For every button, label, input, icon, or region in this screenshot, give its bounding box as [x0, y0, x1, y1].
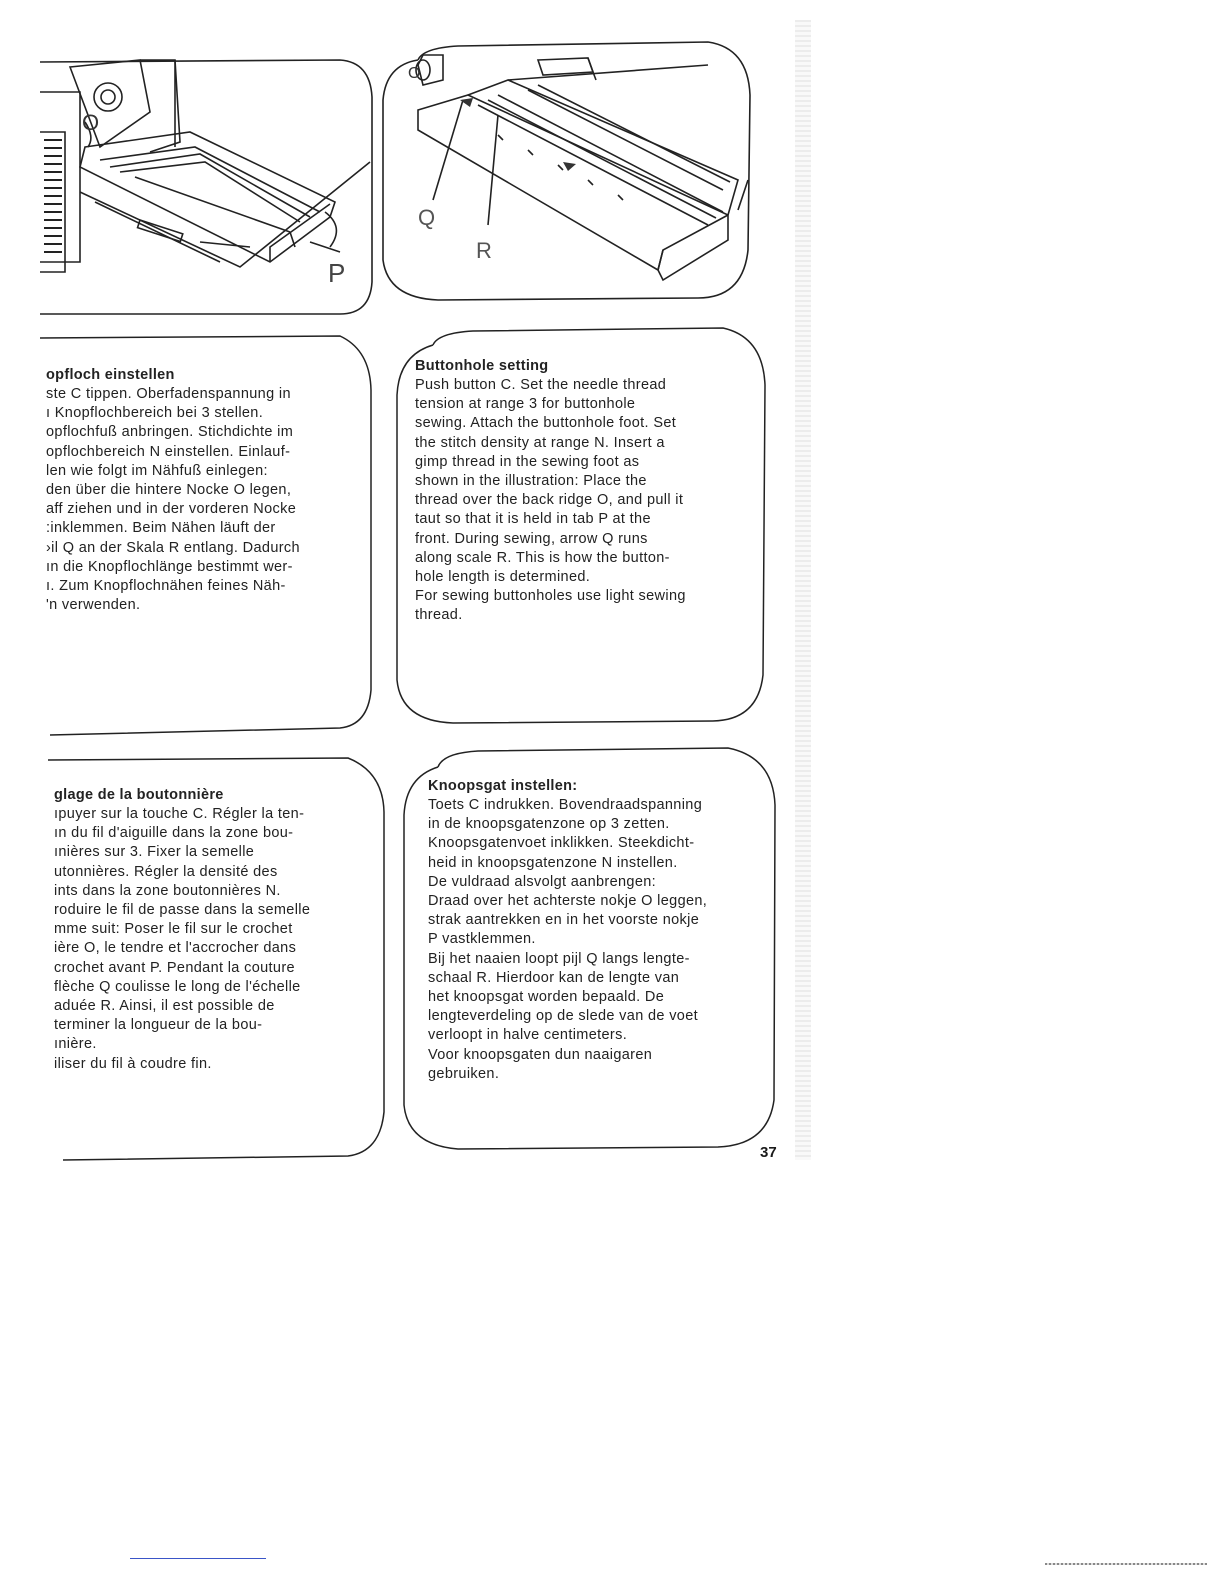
body-german: ste C tippen. Oberfadenspannung in ı Knopflochbereich bei 3 stellen. opflochfuß anbringen. Stichdichte im opflochbereich N einstellen. Einlauf- len wie folgt im Nähfuß einlegen: den über die hintere Nocke O legen, aff ziehen und in der vorderen Nocke :inklemmen. Beim Nähen läuft der ›il Q an der Skala R entlang. Dadurch ın die Knopflochlänge bestimmt wer- ı. Zum Knopflochnähen feines Näh- 'n verwenden. — [46, 386, 300, 614]
heading-french: glage de la boutonnière — [54, 787, 224, 803]
label-o-right: O — [408, 65, 421, 82]
footer-rule — [130, 1558, 266, 1559]
label-o-left: O — [82, 110, 100, 135]
heading-english: Buttonhole setting — [415, 358, 549, 374]
label-q: Q — [418, 205, 436, 230]
label-p: P — [328, 258, 346, 288]
page-number: 37 — [760, 1144, 777, 1161]
panel-english — [393, 325, 771, 725]
page-gutter — [795, 20, 811, 1160]
label-r: R — [476, 238, 492, 263]
body-english: Push button C. Set the needle thread tension at range 3 for buttonhole sewing. Attach the buttonhole foot. Set the stitch density at range N. Insert a gimp thread in the sewing foot as shown in the illustration: Place the thread over the back ridge O, and pull it taut so that it is held in tab P at the front. During sewing, arrow Q runs along scale R. This is how the button- hole length is determined. For sewing buttonholes use light sewing thread. — [415, 377, 686, 624]
heading-german: opfloch einstellen — [46, 367, 175, 383]
body-french: ıpuyer sur la touche C. Régler la ten- ın du fil d'aiguille dans la zone bou- ınières sur 3. Fixer la semelle utonnières. Régler la densité des ints dans la zone boutonnières N. roduire le fil de passe dans la semelle mme suit: Poser le fil sur le crochet ière O, le tendre et l'accrocher dans crochet avant P. Pendant la couture flèche Q coulisse le long de l'échelle aduée R. Ainsi, il est possible de terminer la longueur de la bou- ınière. iliser du fil à coudre fin. — [54, 806, 311, 1072]
footer-rule-right — [1045, 1563, 1207, 1565]
panel-french — [48, 752, 388, 1164]
panel-german — [40, 330, 375, 740]
body-dutch: Toets C indrukken. Bovendraadspanning in de knoopsgatenzone op 3 zetten. Knoopsgatenvoet inklikken. Steekdicht- heid in knoopsgatenzone N instellen. De vuldraad alsvolgt aanbrengen: Draad over het achterste nokje O leggen, strak aantrekken en in het voorste nokje P vastklemmen. Bij het naaien loopt pijl Q langs lengte- schaal R. Hierdoor kan de lengte van het knoopsgat worden bepaald. De lengteverdeling op de slede van de voet verloopt in halve centimeters. Voor knoopsgaten dun naaigaren gebruiken. — [428, 797, 708, 1082]
illustration-presser-foot — [40, 52, 375, 322]
panel-dutch — [398, 745, 780, 1153]
heading-dutch: Knoopsgat instellen: — [428, 778, 578, 794]
illustration-buttonhole-foot — [378, 40, 753, 302]
